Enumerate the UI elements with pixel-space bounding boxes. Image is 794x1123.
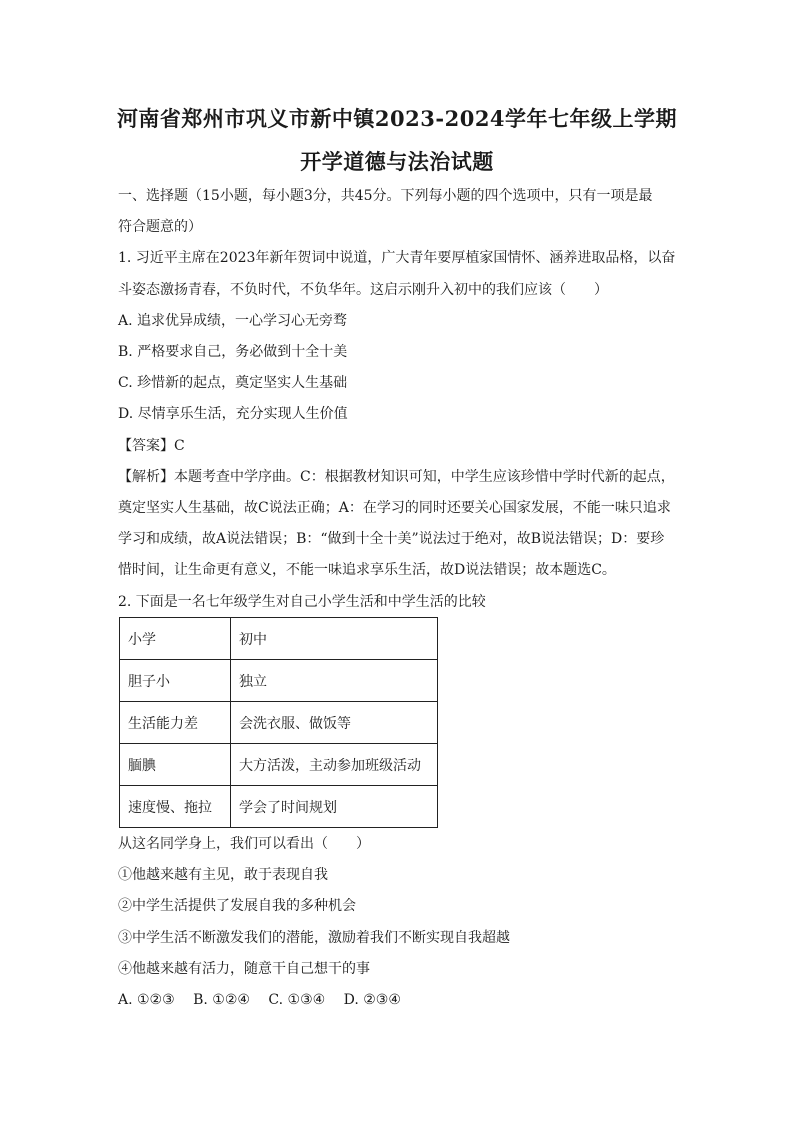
table-cell: 胆子小 (120, 660, 231, 702)
question-2-prompt: 从这名同学身上，我们可以看出（ ） (118, 836, 370, 852)
exam-title-line-2: 开学道德与法治试题 (300, 149, 494, 174)
table-cell: 小学 (120, 618, 231, 660)
table-row (120, 660, 438, 702)
table-cell: 生活能力差 (120, 702, 231, 744)
question-1-analysis-line-4: 惜时间，让生命更有意义，不能一味追求享乐生活，故D说法错误；故本题选C。 (118, 562, 616, 578)
question-1-option-d: D. 尽情享乐生活，充分实现人生价值 (118, 406, 348, 422)
table-cell: 初中 (231, 618, 438, 660)
exam-title-line-1: 河南省郑州市巩义市新中镇2023-2024学年七年级上学期 (116, 106, 678, 131)
table-row (120, 744, 438, 786)
question-1-analysis-line-1: 【解析】本题考查中学序曲。C：根据教材知识可知，中学生应该珍惜中学时代新的起点， (118, 469, 675, 485)
table-cell: 大方活泼，主动参加班级活动 (231, 744, 438, 786)
table-row (120, 618, 438, 660)
section-instructions-line-1: 一、选择题（15小题，每小题3分，共45分。下列每小题的四个选项中，只有一项是最 (118, 188, 653, 204)
question-1-analysis-line-3: 学习和成绩，故A说法错误；B：“做到十全十美”说法过于绝对，故B说法错误；D：要珍 (118, 531, 665, 547)
question-2-statement-1: ①他越来越有主见，敢于表现自我 (118, 867, 328, 883)
question-1-option-c: C. 珍惜新的起点，奠定坚实人生基础 (118, 375, 348, 391)
question-2-statement-2: ②中学生活提供了发展自我的多种机会 (118, 898, 356, 914)
question-1-analysis-line-2: 奠定坚实人生基础，故C说法正确；A：在学习的同时还要关心国家发展，不能一味只追求 (118, 500, 671, 516)
table-row (120, 702, 438, 744)
table-cell: 速度慢、拖拉 (120, 786, 231, 828)
table-cell: 独立 (231, 660, 438, 702)
question-1-stem-line-1: 1. 习近平主席在2023年新年贺词中说道，广大青年要厚植家国情怀、涵养进取品格，以奋 (118, 250, 676, 266)
question-1-option-b: B. 严格要求自己，务必做到十全十美 (118, 344, 348, 360)
question-1-answer: 【答案】C (118, 438, 185, 454)
question-2-choices: A. ①②③ B. ①②④ C. ①③④ D. ②③④ (118, 992, 401, 1008)
question-2-stem: 2. 下面是一名七年级学生对自己小学生活和中学生活的比较 (118, 594, 486, 610)
table-cell: 会洗衣服、做饭等 (231, 702, 438, 744)
question-2-statement-4: ④他越来越有活力，随意干自己想干的事 (118, 961, 370, 977)
table-row (120, 786, 438, 828)
question-1-stem-line-2: 斗姿态激扬青春，不负时代，不负华年。这启示刚升入初中的我们应该（ ） (118, 282, 608, 298)
question-1-option-a: A. 追求优异成绩，一心学习心无旁骛 (118, 313, 348, 329)
section-instructions-line-2: 符合题意的） (118, 219, 202, 235)
comparison-table (119, 617, 438, 828)
table-cell: 学会了时间规划 (231, 786, 438, 828)
question-2-statement-3: ③中学生活不断激发我们的潜能，激励着我们不断实现自我超越 (118, 930, 510, 946)
table-cell: 腼腆 (120, 744, 231, 786)
